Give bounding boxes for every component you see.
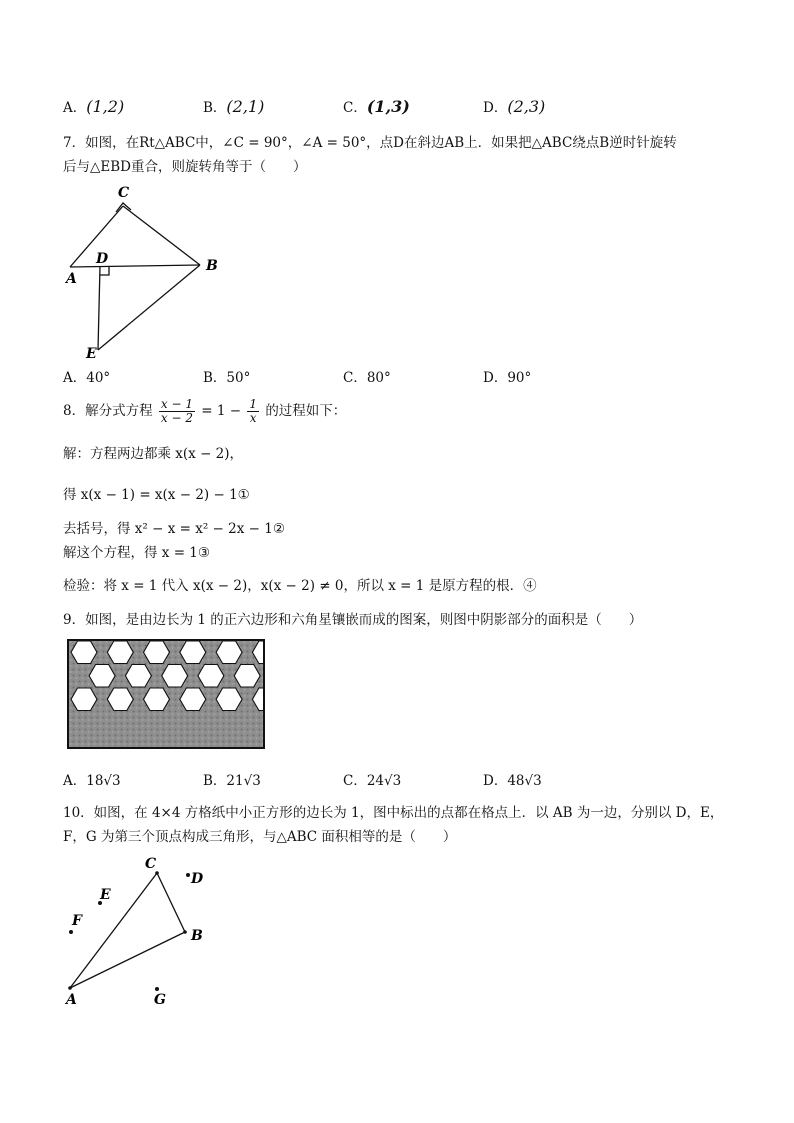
option-text: (1,2): [86, 97, 125, 116]
label-d: D: [191, 871, 204, 887]
option-letter: C．: [343, 100, 367, 116]
label-e: E: [86, 346, 97, 362]
q9-option-c[interactable]: [343, 771, 401, 791]
fraction-numerator: x − 1: [160, 397, 193, 411]
q10-stem-line2: F，G 为第三个顶点构成三角形，与△ABC 面积相等的是（ ）: [63, 829, 457, 845]
label-e: E: [100, 887, 111, 903]
option-text: 80°: [366, 370, 391, 386]
option-text: 90°: [507, 370, 532, 386]
q8-intro: 8．解分式方程: [63, 403, 153, 419]
option-text: 18√3: [86, 773, 121, 789]
segment-de: [98, 266, 100, 350]
q8-step0: 解：方程两边都乘 x(x − 2)，: [63, 446, 244, 462]
label-a: A: [66, 271, 77, 287]
point-b: [183, 930, 187, 934]
q7-figure: [60, 180, 240, 365]
q7-option-d[interactable]: [483, 368, 531, 388]
option-text: 48√3: [507, 773, 542, 789]
option-text: (1,3): [366, 97, 410, 116]
equation-middle: = 1 −: [201, 403, 242, 419]
label-d: D: [96, 251, 109, 267]
label-c: C: [145, 856, 157, 872]
fraction-1: [159, 398, 195, 425]
segment-cb: [123, 206, 200, 265]
option-letter: C．: [343, 370, 367, 386]
q7-option-b[interactable]: [203, 368, 250, 388]
q7-stem-line1: 7．如图，在Rt△ABC中，∠C = 90°，∠A = 50°，点D在斜边AB上．如果把△ABC绕点B逆时针旋转: [63, 135, 677, 151]
option-letter: B．: [203, 100, 227, 116]
q10-grid-figure: [60, 852, 220, 1012]
point-d: [186, 873, 190, 877]
option-text: 50°: [226, 370, 251, 386]
q9-option-d[interactable]: [483, 771, 542, 791]
option-text: (2,3): [507, 97, 546, 116]
option-letter: D．: [483, 773, 508, 789]
label-g: G: [154, 992, 166, 1008]
q7-option-a[interactable]: [63, 368, 110, 388]
q8-step3: 解这个方程，得 x = 1③: [63, 545, 210, 561]
option-text: 24√3: [366, 773, 402, 789]
point-a: [68, 986, 72, 990]
label-b: B: [206, 258, 218, 274]
option-text: 40°: [86, 370, 111, 386]
fraction-denominator: x − 2: [160, 411, 193, 425]
q9-option-a[interactable]: [63, 771, 121, 791]
label-b: B: [191, 928, 203, 944]
fraction-2: [247, 398, 259, 425]
option-letter: D．: [483, 370, 508, 386]
q6-option-d[interactable]: [483, 97, 545, 118]
q7-option-c[interactable]: [343, 368, 391, 388]
point-g: [155, 987, 159, 991]
q8-step1: 得 x(x − 1) = x(x − 2) − 1①: [63, 487, 250, 503]
q9-stem: 9．如图，是由边长为 1 的正六边形和六角星镶嵌而成的图案，则图中阴影部分的面积是（ ）: [63, 612, 643, 628]
option-letter: C．: [343, 773, 367, 789]
option-text: 21√3: [226, 773, 261, 789]
q8-intro-end: 的过程如下：: [265, 403, 347, 419]
option-text: (2,1): [226, 97, 265, 116]
q6-option-a[interactable]: [63, 97, 124, 118]
segment-ab: [70, 265, 200, 267]
segment-ab: [70, 932, 185, 988]
fraction-numerator: 1: [249, 397, 258, 411]
segment-ac: [70, 873, 157, 988]
q8-stem: [63, 398, 346, 425]
q10-stem-line1: 10．如图，在 4×4 方格纸中小正方形的边长为 1，图中标出的点都在格点上．以 AB 为一边，分别以 D，E，: [63, 805, 724, 821]
label-f: F: [72, 913, 82, 929]
option-letter: B．: [203, 773, 227, 789]
q7-stem-line2: 后与△EBD重合，则旋转角等于（ ）: [63, 159, 307, 175]
option-letter: A．: [63, 100, 87, 116]
q9-tessellation-figure: [66, 638, 266, 750]
option-letter: D．: [483, 100, 508, 116]
option-letter: A．: [63, 370, 87, 386]
fraction-denominator: x: [249, 411, 257, 425]
segment-eb: [98, 265, 200, 350]
right-angle-mark-d: [100, 266, 109, 275]
option-letter: A．: [63, 773, 87, 789]
segment-cb: [157, 873, 185, 932]
option-letter: B．: [203, 370, 227, 386]
label-a: A: [66, 992, 77, 1008]
q8-step2: 去括号，得 x² − x = x² − 2x − 1②: [63, 521, 285, 537]
q9-option-b[interactable]: [203, 771, 261, 791]
label-c: C: [118, 185, 130, 201]
q6-option-b[interactable]: [203, 97, 264, 118]
point-f: [69, 930, 73, 934]
q6-option-c[interactable]: [343, 97, 410, 118]
q8-step4: 检验：将 x = 1 代入 x(x − 2)，x(x − 2) ≠ 0，所以 x = 1 是原方程的根．④: [63, 578, 537, 594]
